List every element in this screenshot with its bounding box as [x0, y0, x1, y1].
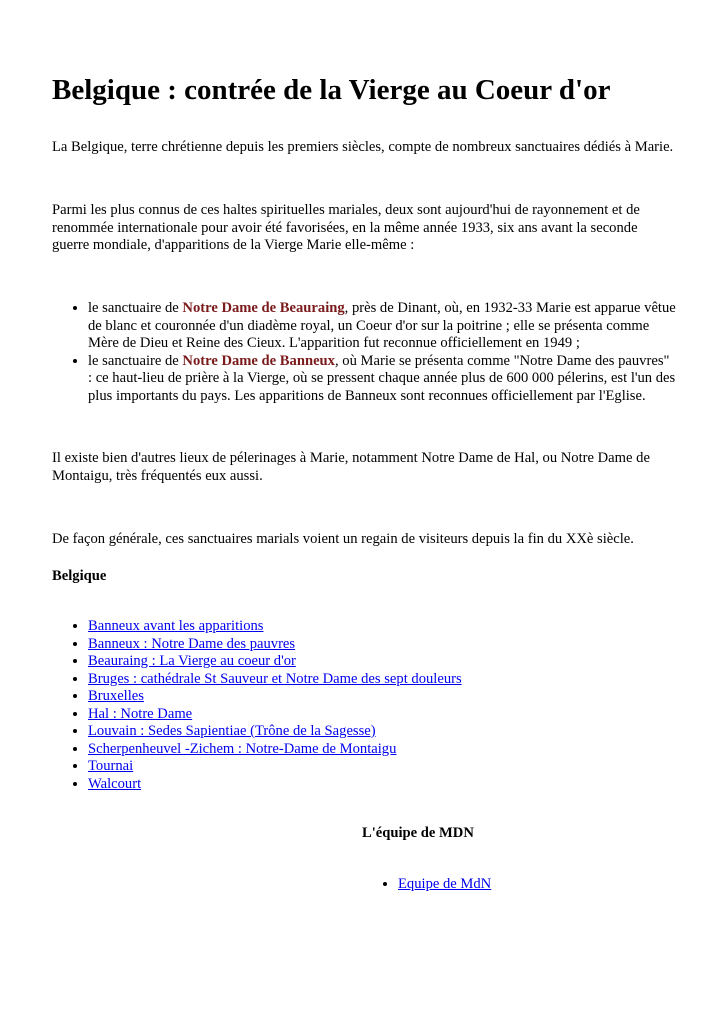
list-item [88, 706, 677, 724]
list-item-beauraing [88, 300, 677, 353]
list-item [88, 776, 677, 794]
link-hal[interactable]: Hal : Notre Dame [88, 705, 193, 722]
list-item-banneux [88, 353, 677, 406]
list-item [88, 688, 677, 706]
list-item [88, 636, 677, 654]
highlight-beauraing: Notre Dame de Beauraing [182, 300, 345, 316]
link-bruxelles[interactable]: Bruxelles [88, 688, 144, 704]
item-prefix: le sanctuaire de [88, 352, 183, 369]
belgium-links-list [52, 618, 677, 793]
list-item [88, 653, 677, 671]
link-tournai[interactable]: Tournai [88, 758, 134, 774]
link-banneux-avant[interactable]: Banneux avant les apparitions [88, 618, 264, 634]
link-louvain[interactable]: Louvain : Sedes Sapientiae (Trône de la Sagesse) [88, 723, 376, 739]
paragraph-general: De façon générale, ces sanctuaires marials voient un regain de visiteurs depuis la fin du XXè siècle. [52, 531, 634, 547]
item-text: , près de Dinant, où, en 1932-33 Marie est apparue vêtue de blanc et couronnée d'un diadème royal, un Coeur d'or sur la poitrine ; elle se présenta comme Mère de Dieu et Reine des Cieux. L'apparition fut reconnue officiellement en 1949 ; [88, 300, 676, 351]
intro-paragraph: La Belgique, terre chrétienne depuis les premiers siècles, compte de nombreux sanctuaires dédiés à Marie. [52, 139, 674, 155]
paragraph-other-sites: Il existe bien d'autres lieux de pélerinages à Marie, notamment Notre Dame de Hal, ou Notre Dame de Montaigu, très fréquentés eux aussi. [52, 450, 650, 484]
link-scherpenheuvel[interactable]: Scherpenheuvel -Zichem : Notre-Dame de Montaigu [88, 740, 397, 757]
list-item [88, 741, 677, 759]
item-prefix: le sanctuaire de [88, 300, 183, 316]
page-title: Belgique : contrée de la Vierge au Coeur d'or [52, 74, 611, 106]
list-item [88, 758, 677, 776]
highlight-banneux: Notre Dame de Banneux [182, 352, 335, 369]
link-bruges[interactable]: Bruges : cathédrale St Sauveur et Notre Dame des sept douleurs [88, 670, 462, 687]
team-heading: L'équipe de MDN [362, 825, 474, 841]
list-item [398, 876, 648, 894]
link-walcourt[interactable]: Walcourt [88, 775, 142, 792]
list-item [88, 723, 677, 741]
list-item [88, 618, 677, 636]
item-text: , où Marie se présenta comme "Notre Dame des pauvres" : ce haut-lieu de prière à la Vierge, où se pressent chaque année plus de 600 000 pélerins, est l'un des plus importants du pays. Les apparitions de Banneux sont reconnues officiellement par l'Eglise. [88, 352, 676, 404]
link-equipe-mdn[interactable]: Equipe de MdN [398, 876, 492, 892]
list-item [88, 671, 677, 689]
sanctuary-list [52, 300, 677, 405]
paragraph-apparitions: Parmi les plus connus de ces haltes spirituelles mariales, deux sont aujourd'hui de rayonnement et de renommée internationale pour avoir été favorisées, en la même année 1933, six ans avant la seconde guerre mondiale, d'apparitions de la Vierge Marie elle-même : [52, 202, 640, 253]
links-heading: Belgique [52, 568, 107, 584]
link-beauraing[interactable]: Beauraing : La Vierge au coeur d'or [88, 653, 296, 669]
link-banneux-pauvres[interactable]: Banneux : Notre Dame des pauvres [88, 635, 296, 652]
team-links-list [362, 876, 648, 894]
